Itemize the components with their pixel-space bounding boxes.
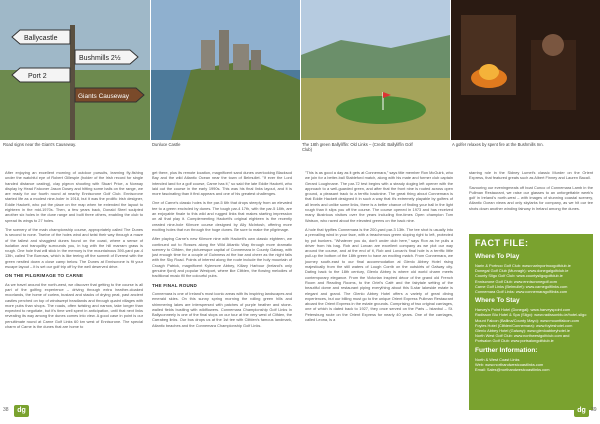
paragraph: As we travel around the north-west, we discover that getting to the course is all part of the golfing experience – driving through extra heather-cloaked moorlands, the home of curlew, bustard and stacks of drying peat, past ancient castles perched on top of windswept headlands and through quaint villages with more pubs than shops. The roads, often twisting and narrow, take longer than expected to negotiate, but it's time well spent in anticipation, until that next links revealing its way among the dunes comes into view. A good case in point is our penultimate round at Carne Golf Links 60 km west of Enniscrone. The special charm of Carne is the dunes that are home to xyxy=(5,281,143,330)
magazine-logo-right: dg xyxy=(574,405,589,417)
paragraph: The scenery of the main championship course, appropriately called The Dunes is second to none. Twelve of the holes wind and twist their way through a maze of the tallest and shaggiest dunes found on the coast, where a sense of isolation and tranquility surrounds you, in tug with the hill marram grass is rough. One hole that will stick in the memory is the mountainous 390-yard par-4 13th, called The Burrows, which is like teeing off the summit of Everest with the green nestled down a close camp below. The Dunes at Enniscrone is fit your escape layout – it is set our golf trip off by the well deserved drive. xyxy=(5,226,143,270)
section-heading: ON THE PILGRIMAGE TO CARNE xyxy=(5,273,84,279)
stay-line: Foyles Hotel (Clifden/Connemara): www.foyleshotel.com xyxy=(475,322,573,328)
sign-giants-causeway: Giants Causeway xyxy=(78,93,129,100)
paragraph: After playing Carne's new Kilmore nine with Hackett's own classic eighteen, we continued out to Rosses along the Wild Atlantic Way through more dramatic scenery to Clifden, the picturesque capital of Connemara in County Galway, with just enough time for a couple of Guinness at the bar and cheer as the night falls with the Sky Road. Points of interest along the route include the holy mountain of Croagh Patrick, magnificent Kylemore Abbey, Killary Harbour (Ireland's only genuine fjord) and popular Westport, where like Clifden, the flowing melodies of traditional music fill the colourful pubs. xyxy=(152,236,292,279)
photo-bushmills-fire xyxy=(451,0,600,140)
paragraph: starring role in the Sidney Lumet's classic Murder on the Orient Express, that featured greats such as Albert Finney and Lauren Bacall. xyxy=(469,170,593,181)
play-line: Carne Golf Links (Belmullet): www.carnegolflinks.com xyxy=(475,283,568,289)
paragraph: "This is as good a day as it gets at Connemara," says title member Ron McGuirk, who we join for a better-ball Stableford match, along with his mate and former club captain Gerard Loughnane. The par-72 test begins with a steady dogleg left opener with the approach to a well-guarded green, and after that the front nine is routed across open ground, a pleasant track to a terrific backnine. The great thing about Connemara is that Eddie Hackett designed it in such a way that it's extremely playable by golfers of all levels and unlike some links, there is a better chance of finding your ball in the light rough than it slips you off the course. The course opened in 1973 and has received many illustrious visitors over the years including five-times Open champion Tom Watson, who raved about the elevated greens on the back nine. xyxy=(305,170,453,223)
article-column-2 xyxy=(152,170,292,332)
play-line: County Sligo Golf Club: www.countysligogolfclub.ie xyxy=(475,273,563,279)
paragraph: Connemara is one of Ireland's most iconic areas with its inspiring landscapes and emerald skies. On this sunny spring morning the rolling green hills and shimmering lakes are interspersed with patches of purple heather and stone-walled fields bustling with wildflowers. Connemara Championship Golf Links in Ballyconneely is one of the final stops on our tour at the very west of Clifden, the Carrabeg links. Our bus drops us at the 1st tee with Clifden's famous landmark, Atlantic beaches and the Connemara Championship Golf Links. xyxy=(152,290,293,328)
stay-line: Radisson Blu Hotel & Spa (Sligo): www.radissonblu.ie/hotel-sligo xyxy=(475,312,587,318)
further-information-heading: Further Information: xyxy=(475,346,538,354)
sign-bushmills: Bushmills 2½ xyxy=(79,55,121,62)
article-column-3 xyxy=(305,170,453,326)
caption-dunluce-castle: Dunluce Castle xyxy=(152,142,181,147)
paragraph: Savouring our eveningmeals off boat Cunco of Connemara Lamb in the Pullman Restaurant, we raise our glasses to an unforgettable week's golf in Ireland's north-west – with images of stunning coastal scenery, Atlantic Ocean views and only skylarks for company, as we hit our tee shots down another winding fairway in Ireland among the dunes. xyxy=(469,184,593,211)
fireplace-image xyxy=(451,0,600,140)
stay-line: Mount Falcon (Ballina/County Mayo): www.mountfalcon.com xyxy=(475,317,580,323)
sign-ballycastle: Ballycastle xyxy=(24,35,58,42)
caption-ballyliffin: The 18th green Ballyliffin: Old Links – (Credit: Ballyliffin Golf Club) xyxy=(302,142,413,152)
section-heading: THE FINAL ROUND xyxy=(152,282,198,288)
where-to-stay-heading: Where To Stay xyxy=(475,297,520,305)
article-column-4 xyxy=(469,170,593,215)
page-number-right: 39 xyxy=(591,407,597,413)
play-line: Connemara Golf Links: www.connemaragolflinks.com xyxy=(475,289,568,295)
golf-green-image xyxy=(301,0,450,140)
photo-dunluce-castle xyxy=(151,0,300,140)
info-line: Email: Sales@northandwestcoastlinks.com xyxy=(475,367,550,373)
stay-line: North West Golf Club: www.northwestgolfclub.com and xyxy=(475,333,570,339)
photo-ballyliffin-green xyxy=(301,0,450,140)
caption-road-signs: Road signs near the Giant's Causeway. xyxy=(3,142,77,147)
where-to-play-heading: Where To Play xyxy=(475,253,520,260)
stay-line: Harvey's Point Hotel (Donegal): www.harveyspoint.com xyxy=(475,307,571,313)
paragraph: After enjoying an excellent morning of outdoor pursuits, learning fly-fishing under the watchful eye of Robert Gillespie (holder of the Irish record for single handed distance casting), clay pigeon shooting with Stuart Price, a Norway display by Head Falconer Jason Dosey and hitting some balls on the range, we are ready for our fourth round at nearby Enniscrone Golf Club. Enniscrone started life as a modest nine-holer in 1918, but it was the prolific Irish designer, Eddie Hackett, who put the place on the map when he extended the layout to eighteen in the mid-1970s. Then, a few years back, Donald Steel sculpted another six holes in the dune range and built three others, enabling the club to spread its wings to 27 holes. xyxy=(5,170,143,223)
info-line: North & West Coast Links xyxy=(475,356,520,362)
stay-line: Glenlo Abbey Hotel (Galway): www.glenloabbeyhotel.ie xyxy=(475,328,570,334)
play-line: Narin & Portnoo Golf Club: www.narinportnoogolfclub.ie xyxy=(475,263,571,268)
photo-road-signs xyxy=(0,0,150,140)
article-column-1 xyxy=(5,170,143,333)
paragraph: A hole that typifies Connemara is the 200-yard par-3 13th. The tee shot is usually into a prevailing wind in your face, with a treacherous green sloping right to left, protected by pot bunkers. "Whatever you do, don't under club here," says Ron as he pulls a driver from his bag. Rob and Lorcan are excellent company as we plot our way around the course, and at the end of it, Rob and Lorcan's final hole is a terrific little pull-up the bottom of the 18th green to have an exciting match. From Connemara, we journey south-east to our final accommodation at Glenlo Abbey Hotel rising majestically from the still waters of Lough Corrib on the outskirts of Galway city. Dating back to the 18th century, Glenlo Abbey is where old world charm meets contemporary elegance. From the Victorian inspired décor of the grand old French Room and Reading Rooms, to the Oriel's Café and the fairytale setting of the beautiful dome and restaurant piping everything about this 5-star lakeside estate is elegant and grand. The Glenlo Abbey Hotel offers a variety of great dining experiences, but our billing must go to the unique Orient Express Pullman Restaurant aboard the Orient Express in the estate grounds. Comprising of two original carriages, one of which is dated back to 1927, they once served on the Paris – Istanbul – St. Petersburg route on the Orient Express for nearly 40 years. One of the carriages, called Leona, is a xyxy=(305,226,453,323)
stay-line: Portsalon Golf Club: www.portsalongolfclub.ie xyxy=(475,338,554,344)
play-line: Donegal Golf Club (Murvagh): www.donegalgolfclub.ie xyxy=(475,268,569,274)
info-line: Web: www.northandwestcoastlinks.com xyxy=(475,361,544,367)
play-line: Enniscrone Golf Club: www.enniscronegolf.com xyxy=(475,278,557,284)
castle-image xyxy=(151,0,300,140)
paragraph: get there, plus its remote location, magnificent sand dunes overlooking Blacksod Bay and the wild Atlantic Ocean near the town of Belmullet. "If ever the Lord intended land for a golf course, Carne has it," so said the late Eddie Hackett, who laid out the course in the early 1990s. This was his final links layout, and it is more fascinating than it first appears and one of his greatest challenges. xyxy=(152,170,292,197)
sign-port: Port 2 xyxy=(28,73,47,80)
caption-bushmills: A golfer relaxes by spent fire at the Bushmills Inn. xyxy=(452,142,544,147)
magazine-logo-left: dg xyxy=(14,405,29,417)
road-signs-image xyxy=(0,0,150,140)
photo-row xyxy=(0,0,600,140)
page-number-left: 38 xyxy=(3,407,9,413)
fact-file-box xyxy=(469,234,593,410)
paragraph: One of Carne's classic holes is the par-5 6th that drops steeply from an elevated tee to a green encircled by dunes. The tough par-4 17th, with the par-5 18th, are an enjoyable finale to this wild and rugged links that makes starting impression on all that play it. Complementing Hackett's original eighteen is the recently created nine-hole Kilmore course designed by Ally McIntosh, offering more exciting holes that run through the huge dunes. Be sure to make the pilgrimage. xyxy=(152,200,292,232)
fact-file-title: FACT FILE: xyxy=(475,238,529,248)
